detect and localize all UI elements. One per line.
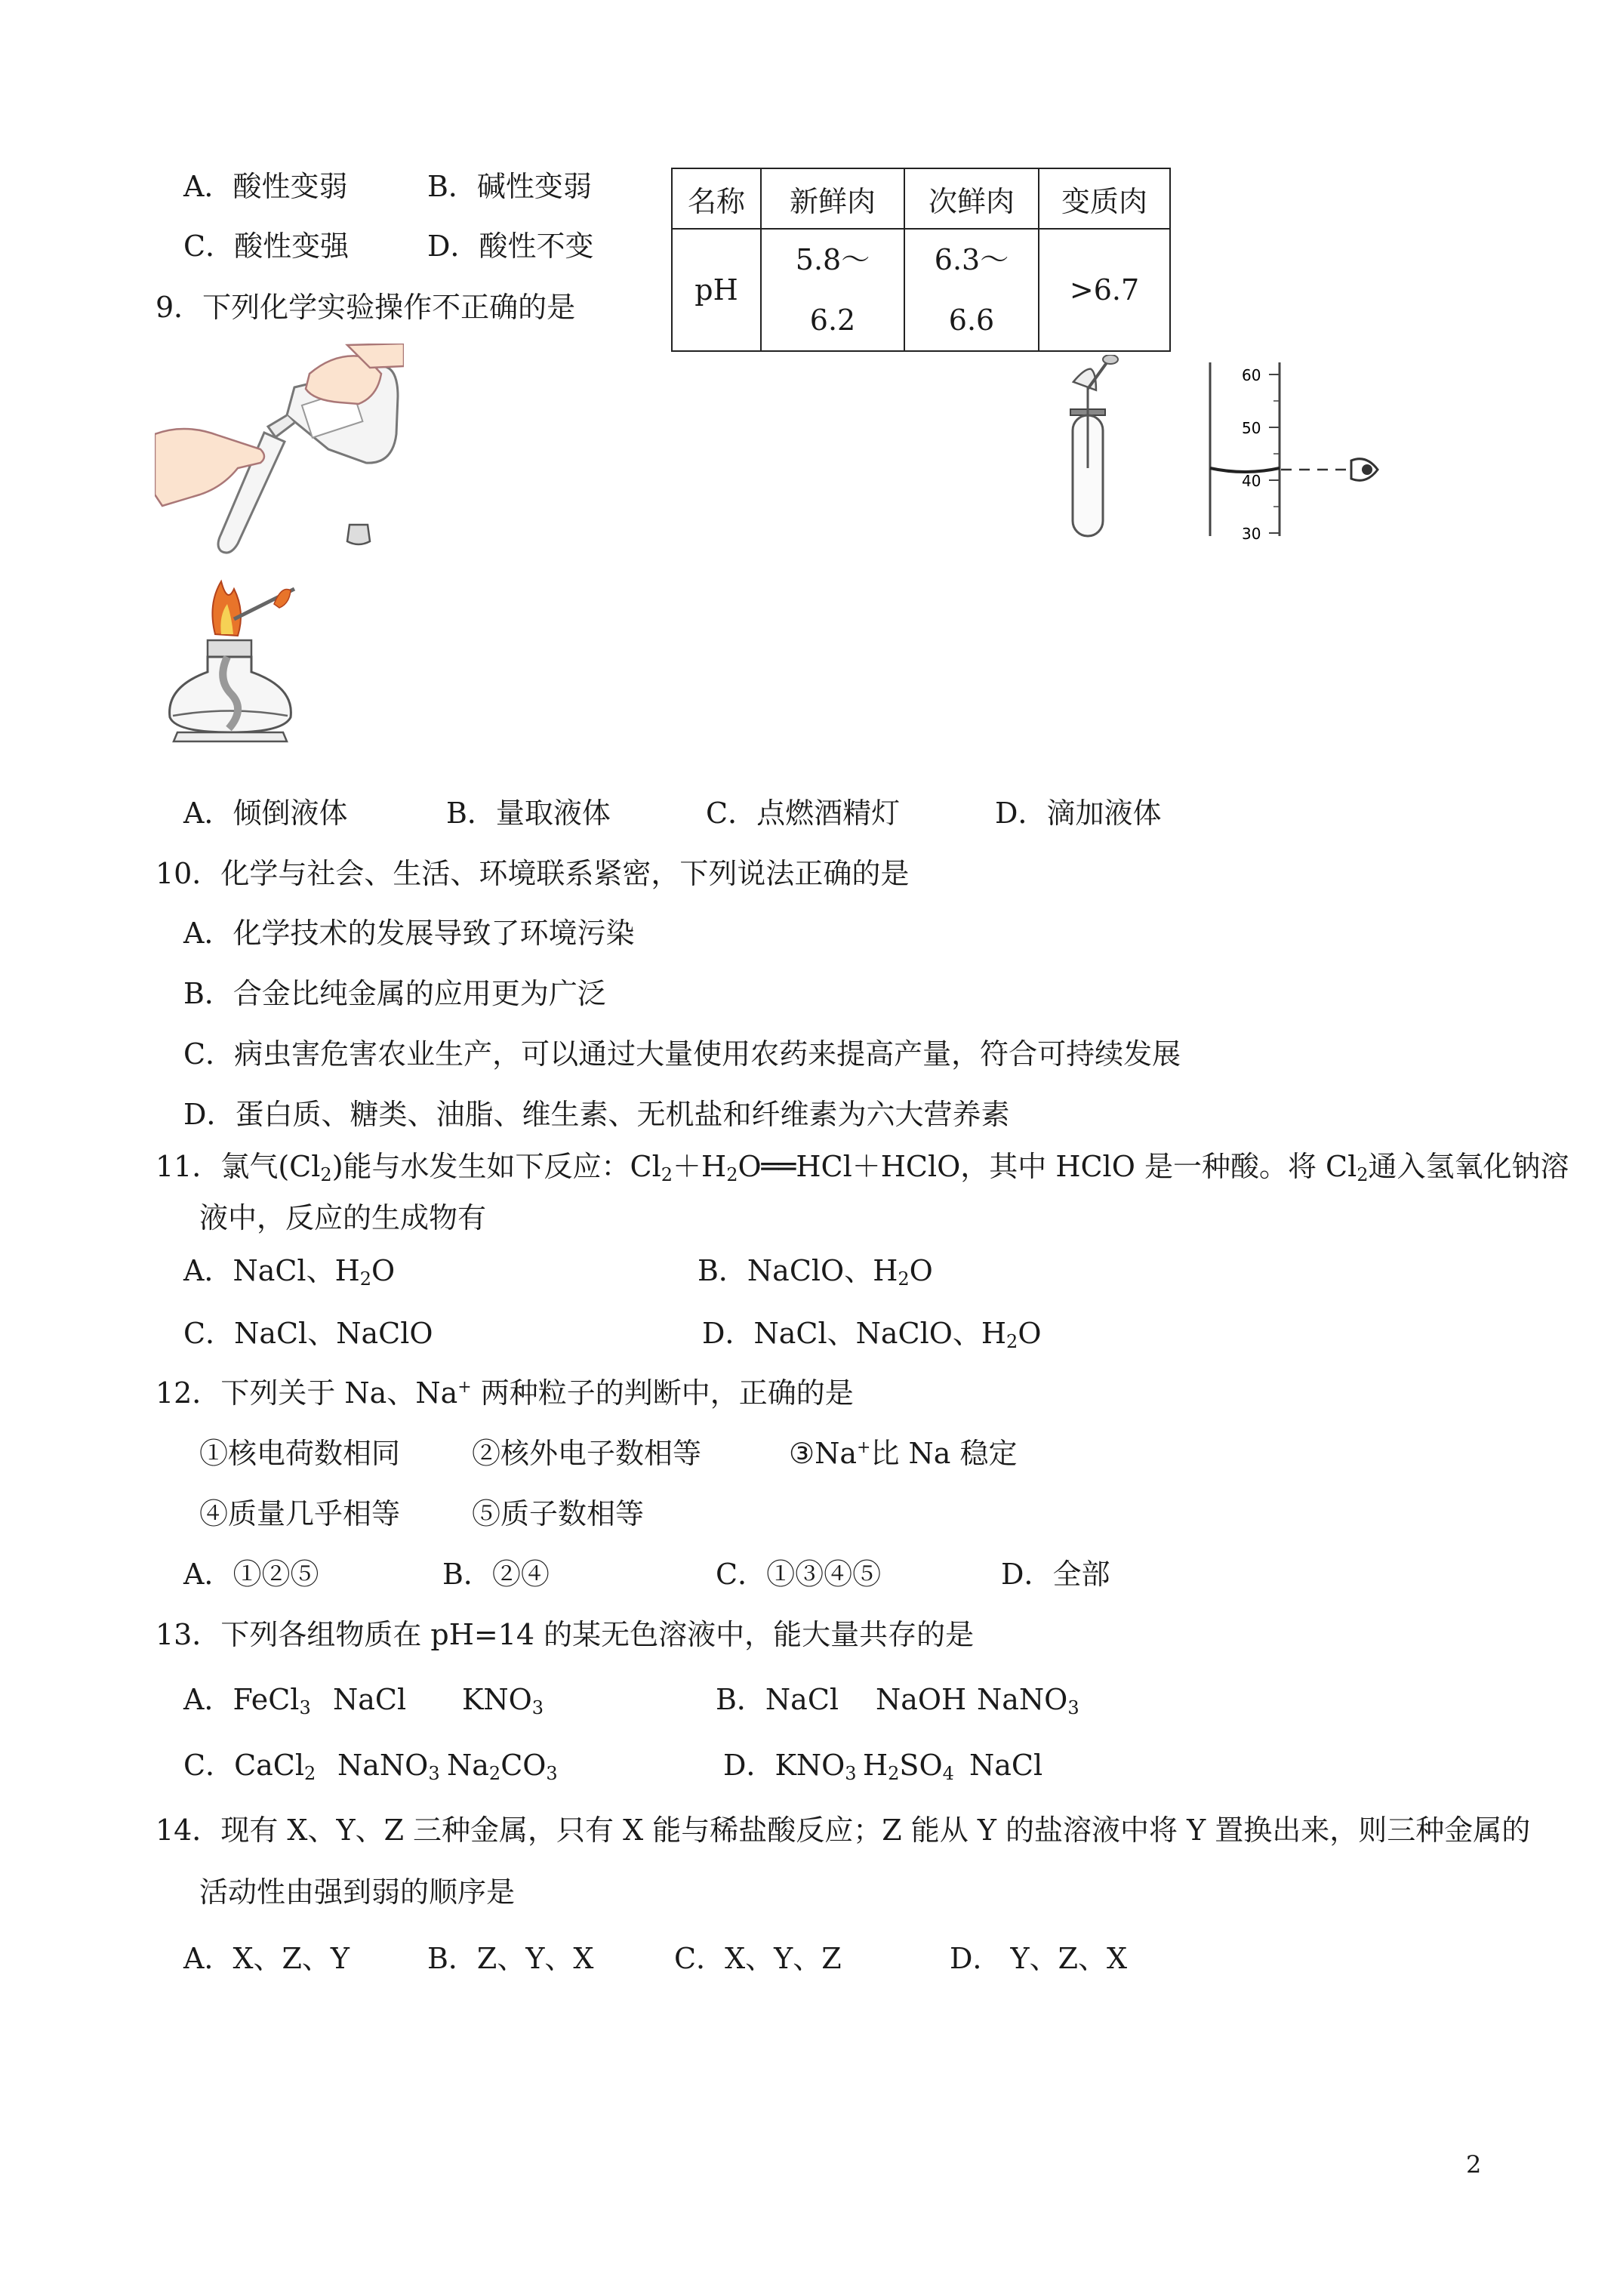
q14-stem-line2: 活动性由强到弱的顺序是: [199, 1875, 516, 1909]
q12-item-text: 比 Na 稳定: [870, 1437, 1018, 1470]
q13-formula: A．FeCl: [183, 1683, 300, 1716]
subscript: 2: [488, 1763, 501, 1784]
ph-cell-line: 6.3～: [934, 243, 1009, 276]
q11-option-text: O: [1018, 1317, 1042, 1350]
ph-table-header: 新鲜肉: [761, 168, 904, 229]
q8-option-d: D．酸性不变: [427, 230, 594, 263]
q11-stem-line2: 液中，反应的生成物有: [199, 1201, 487, 1234]
q9-option-a: A．倾倒液体: [183, 797, 348, 830]
q12-item-3: [789, 1439, 1018, 1468]
q13-formula-text: H: [863, 1749, 888, 1782]
cylinder-tick-label: 30: [1242, 525, 1261, 543]
subscript: 3: [845, 1763, 857, 1784]
q11-option-text: A．NaCl、H: [183, 1254, 360, 1287]
ph-table-cell: >6.7: [1039, 229, 1170, 351]
subscript: 2: [1357, 1164, 1369, 1185]
q12-item-text: ③Na: [789, 1437, 857, 1470]
q13-formula: NaCl: [333, 1683, 407, 1716]
ph-table-cell: [904, 229, 1039, 351]
cylinder-tick-label: 40: [1242, 472, 1261, 490]
subscript: 3: [428, 1763, 440, 1784]
subscript: 2: [726, 1164, 738, 1185]
q12-option-a: A．①②⑤: [183, 1558, 319, 1591]
superscript: +: [856, 1438, 871, 1457]
q14-option-c: C．X、Y、Z: [674, 1942, 842, 1975]
q10-option-a: A．化学技术的发展导致了环境污染: [183, 917, 635, 950]
q11-option-c: C．NaCl、NaClO: [183, 1317, 433, 1350]
q13-option-a: [183, 1685, 311, 1717]
q9-stem: 9．下列化学实验操作不正确的是: [156, 291, 576, 324]
subscript: 3: [546, 1763, 558, 1784]
q11-option-text: O: [371, 1254, 396, 1287]
dropping-liquid-figure: [1046, 355, 1129, 551]
cylinder-tick-label: 50: [1242, 419, 1261, 437]
q11-option-b: [698, 1256, 933, 1288]
q8-option-c: C．酸性变强: [183, 230, 350, 263]
subscript: 2: [1006, 1331, 1018, 1352]
q13-formula: NaOH: [876, 1683, 967, 1716]
q11-stem-part: O══HCl＋HClO，其中 HClO 是一种酸。将 Cl: [738, 1150, 1357, 1183]
q8-option-a: A．酸性变弱: [183, 170, 348, 203]
q11-stem-part: )能与水发生如下反应：Cl: [331, 1150, 661, 1183]
q13-formula: [462, 1685, 544, 1717]
subscript: 4: [942, 1763, 954, 1784]
q13-formula-text: SO: [899, 1749, 943, 1782]
q13-stem: 13．下列各组物质在 pH=14 的某无色溶液中，能大量共存的是: [156, 1618, 975, 1651]
subscript: 2: [359, 1268, 371, 1290]
q13-formula: [863, 1751, 954, 1783]
q10-stem: 10．化学与社会、生活、环境联系紧密，下列说法正确的是: [156, 857, 910, 890]
q12-option-b: B．②④: [442, 1558, 550, 1591]
subscript: 2: [320, 1164, 332, 1185]
q13-formula-text: D．KNO: [723, 1749, 845, 1782]
q10-option-c: C．病虫害危害农业生产，可以通过大量使用农药来提高产量，符合可持续发展: [183, 1037, 1181, 1071]
ph-cell-line: 6.6: [948, 304, 995, 337]
superscript: +: [457, 1378, 472, 1397]
q13-formula-text: KNO: [462, 1683, 532, 1716]
subscript: 3: [1067, 1697, 1079, 1718]
alcohol-lamp-figure: [162, 574, 313, 755]
q11-option-text: D．NaCl、NaClO、H: [702, 1317, 1007, 1350]
ph-cell-line: 5.8～: [795, 243, 870, 276]
subscript: 3: [531, 1697, 544, 1718]
subscript: 2: [888, 1763, 900, 1784]
q9-option-c: C．点燃酒精灯: [706, 797, 901, 830]
q14-option-d: D． Y、Z、X: [950, 1942, 1128, 1975]
q13-formula-text: C．CaCl: [183, 1749, 305, 1782]
eye-icon: [1362, 464, 1372, 475]
q12-item-1: ①核电荷数相同: [199, 1437, 401, 1470]
subscript: 2: [304, 1763, 316, 1784]
q11-option-d: [702, 1319, 1041, 1351]
q12-stem-part: 12．下列关于 Na、Na: [156, 1376, 458, 1410]
q11-option-text: O: [909, 1254, 933, 1287]
q11-stem-part: 通入氢氧化钠溶: [1368, 1150, 1569, 1183]
q12-option-c: C．①③④⑤: [716, 1558, 882, 1591]
ph-cell-line: 6.2: [809, 304, 856, 337]
ph-table: [671, 168, 1171, 352]
q13-formula-text: Na: [447, 1749, 489, 1782]
q13-formula: [337, 1751, 440, 1783]
q13-formula: [447, 1751, 558, 1783]
pouring-liquid-figure: [155, 344, 404, 555]
subscript: 3: [299, 1697, 311, 1718]
q9-option-d: D．滴加液体: [995, 797, 1162, 830]
measuring-cylinder-figure: [1196, 355, 1393, 544]
q11-stem-part: ＋H: [673, 1150, 727, 1183]
q14-stem: 14．现有 X、Y、Z 三种金属，只有 X 能与稀盐酸反应；Z 能从 Y 的盐溶液中将 Y 置换出来，则三种金属的: [156, 1814, 1531, 1847]
q12-option-d: D．全部: [1001, 1558, 1110, 1591]
q14-option-b: B．Z、Y、X: [427, 1942, 594, 1975]
subscript: 2: [661, 1164, 673, 1185]
q12-stem: [156, 1376, 854, 1410]
subscript: 2: [898, 1268, 910, 1290]
q12-stem-part: 两种粒子的判断中，正确的是: [480, 1376, 854, 1410]
q12-item-4: ④质量几乎相等: [199, 1497, 401, 1530]
q9-option-b: B．量取液体: [446, 797, 611, 830]
q11-option-a: [183, 1256, 395, 1288]
q11-stem-part: 11．氯气(Cl: [156, 1150, 321, 1183]
q13-option-b: B．NaCl: [716, 1683, 839, 1716]
q13-formula: [977, 1685, 1079, 1717]
ph-table-header: 名称: [672, 168, 761, 229]
q14-option-a: A．X、Z、Y: [183, 1942, 350, 1975]
q11-option-text: B．NaClO、H: [698, 1254, 898, 1287]
q13-option-d: [723, 1751, 857, 1783]
ph-table-row-label: pH: [672, 229, 761, 351]
q13-formula-text: CO: [500, 1749, 547, 1782]
q12-item-2: ②核外电子数相等: [472, 1437, 702, 1470]
q11-stem: [156, 1152, 1569, 1184]
cylinder-tick-label: 60: [1242, 366, 1261, 384]
ph-table-header: 变质肉: [1039, 168, 1170, 229]
ph-table-cell: [761, 229, 904, 351]
q13-formula-text: NaNO: [337, 1749, 429, 1782]
q8-option-b: B．碱性变弱: [427, 170, 592, 203]
q13-option-c: [183, 1751, 316, 1783]
q10-option-d: D．蛋白质、糖类、油脂、维生素、无机盐和纤维素为六大营养素: [183, 1098, 1010, 1131]
q10-option-b: B．合金比纯金属的应用更为广泛: [183, 977, 606, 1010]
q13-formula-text: NaNO: [977, 1683, 1068, 1716]
q13-formula: NaCl: [969, 1749, 1043, 1782]
q12-item-5: ⑤质子数相等: [472, 1497, 645, 1530]
page-number: 2: [1466, 2150, 1482, 2179]
ph-table-header: 次鲜肉: [904, 168, 1039, 229]
